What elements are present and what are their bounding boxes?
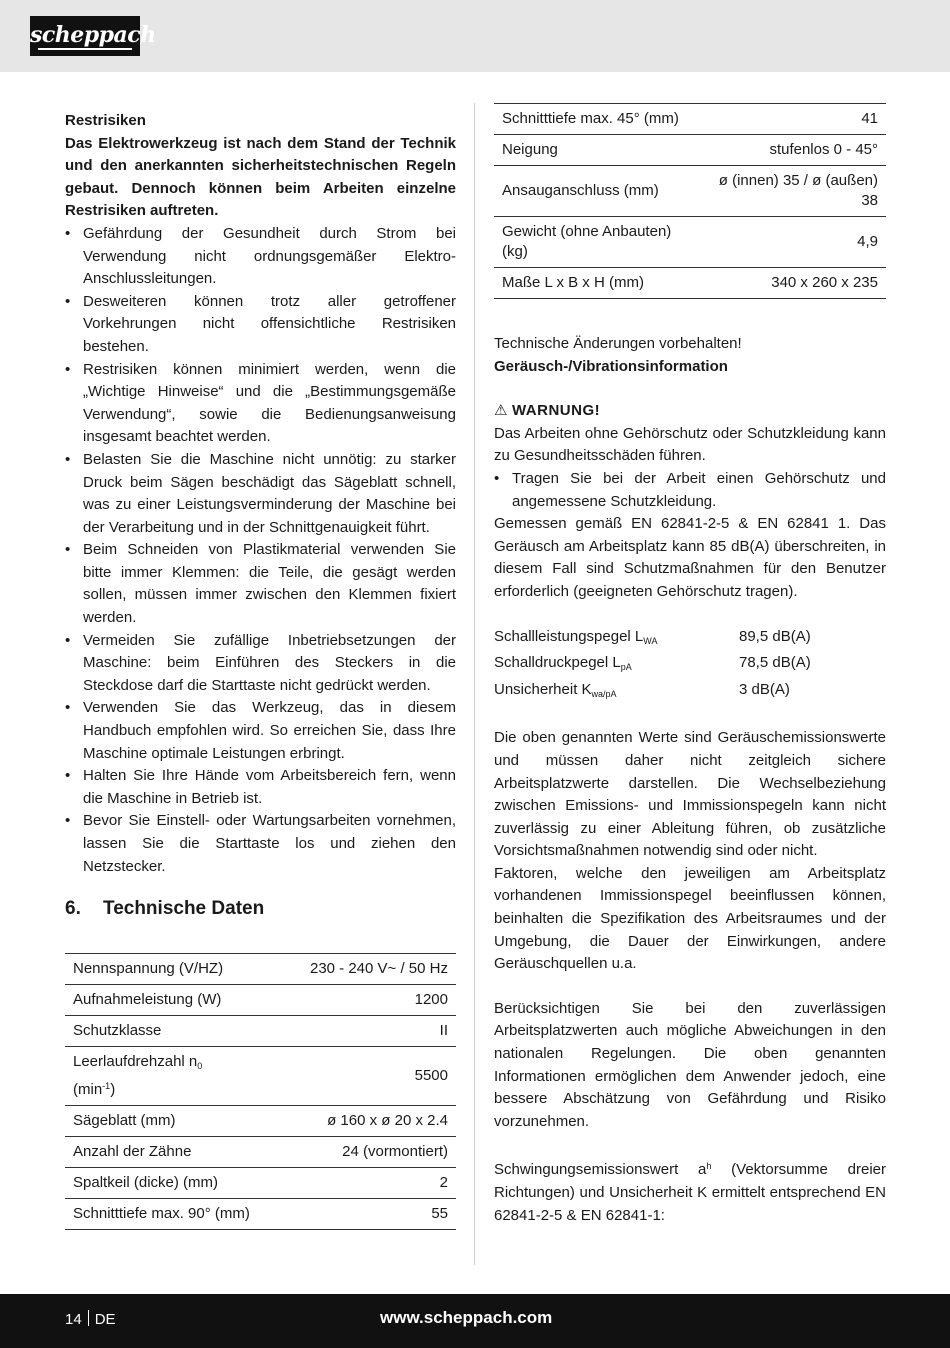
list-item: • Restrisiken können minimiert werden, wenn die „Wichtige Hinweise“ und die „Bestimmungsgemäße Verwendung“, sowie die Bedienungsanweisung insgesamt beachtet werden.	[65, 359, 456, 449]
table-row	[65, 1136, 456, 1167]
spec-label-text: Spaltkeil (dicke) (mm)	[73, 1173, 219, 1191]
spec-label-sup: -1	[102, 1080, 111, 1091]
spec-value: stufenlos 0 - 45°	[701, 135, 886, 166]
noise-value: 78,5 dB(A)	[739, 654, 811, 672]
noise-label-text: Unsicherheit K	[494, 680, 592, 698]
spec-label-text: Neigung	[502, 141, 558, 158]
spec-label-text: Maße L x B x H (mm)	[502, 274, 644, 291]
list-item: • Bevor Sie Einstell- oder Wartungsarbeiten vornehmen, lassen Sie die Starttaste los und ziehen den Netzstecker.	[65, 810, 456, 878]
spec-value: 41	[701, 104, 886, 135]
spec-label	[494, 166, 701, 217]
vibration-text-end: (Vektorsumme dreier Richtungen) und Unsicherheit K ermittelt entsprechend EN 62841-2-5 & EN 62841-1:	[494, 1161, 886, 1224]
right-column	[494, 103, 886, 1227]
spec-label-text: Schnitttiefe max. 45° (mm)	[502, 110, 679, 127]
section-title: Technische Daten	[103, 898, 265, 920]
spec-label-text: Ansauganschluss (mm)	[502, 182, 659, 199]
spec-label	[65, 1046, 282, 1105]
noise-label-sub: WA	[643, 635, 658, 646]
spec-label	[65, 984, 282, 1015]
spec-value: ø (innen) 35 / ø (außen) 38	[701, 166, 886, 217]
spec-value: 230 - 240 V~ / 50 Hz	[282, 953, 456, 984]
language-code: DE	[94, 1311, 116, 1328]
section-heading	[65, 898, 456, 921]
warning-heading	[494, 400, 886, 423]
noise-label-sub: wa/pA	[591, 688, 617, 699]
table-row	[65, 984, 456, 1015]
spec-label	[65, 1015, 282, 1046]
spec-label-text: Leerlaufdrehzahl n	[73, 1052, 198, 1070]
paragraph-emission: Die oben genannten Werte sind Geräuschemissionswerte und müssen daher nicht zeitgleich sichere Arbeitsplatzwerte darstellen. Die Wechselbeziehung zwischen Emissions- und Immissionspegeln kann nicht zuverlässig zu einer Ableitung führen, ob zusätzliche Vorsichtsmaßnahmen notwendig sind oder nicht.	[494, 729, 886, 860]
list-item: • Belasten Sie die Maschine nicht unnötig: zu starker Druck beim Sägen beschädigt das Sägeblatt schnell, was zu einer Leistungsverminderung der Maschine bei der Verarbeitung und in der Schnittgenauigkeit führt.	[65, 449, 456, 539]
spec-value: 24 (vormontiert)	[282, 1136, 456, 1167]
footer-page-info	[65, 1310, 116, 1328]
table-row	[494, 217, 886, 268]
spec-label	[65, 1136, 282, 1167]
spec-label	[494, 268, 701, 299]
noise-label-text: Schalldruckpegel L	[494, 654, 621, 672]
spec-value: 1200	[282, 984, 456, 1015]
spec-value: 4,9	[701, 217, 886, 268]
list-item: • Halten Sie Ihre Hände vom Arbeitsbereich fern, wenn die Maschine in Betrieb ist.	[65, 765, 456, 810]
list-item: • Desweiteren können trotz aller getroffener Vorkehrungen nicht offensichtliche Restrisiken bestehen.	[65, 291, 456, 359]
noise-values	[494, 626, 886, 706]
spec-label-text: Schutzklasse	[73, 1021, 162, 1039]
noise-value: 3 dB(A)	[739, 680, 790, 698]
table-row	[65, 1105, 456, 1136]
spec-table-right	[494, 103, 886, 299]
spec-value: 2	[282, 1167, 456, 1198]
left-column	[65, 110, 456, 1230]
noise-label-sub: pA	[620, 662, 632, 673]
spec-label-text: Sägeblatt (mm)	[73, 1111, 176, 1129]
spec-label	[65, 1198, 282, 1229]
spec-label-sub: 0	[197, 1060, 203, 1071]
noise-label-text: Schallleistungspegel L	[494, 627, 644, 645]
vibration-text-start: Schwingungsemissionswert a	[494, 1161, 707, 1179]
spec-label-text: Schnitttiefe max. 90° (mm)	[73, 1204, 250, 1222]
paragraph-factors: Faktoren, welche den jeweiligen am Arbeitsplatz vorhandenen Immissionspegel beeinflussen können, beinhalten die Spezifikation des Arbeitsraumes und der Umgebung, die Dauer der Einwirkungen, andere Geräuschquellen u.a.	[494, 864, 886, 973]
spec-label	[65, 953, 282, 984]
warning-label: WARNUNG!	[511, 402, 601, 420]
vibration-sup: h	[706, 1161, 712, 1172]
spec-label-text: Gewicht (ohne Anbauten) (kg)	[502, 223, 672, 260]
list-item: • Verwenden Sie das Werkzeug, das in diesem Handbuch empfohlen wird. So erreichen Sie, dass Ihre Maschine optimale Leistungen erbringt.	[65, 697, 456, 765]
risks-list	[65, 223, 456, 878]
logo-underline	[38, 48, 132, 50]
spec-value: ø 160 x ø 20 x 2.4	[282, 1105, 456, 1136]
spec-label	[494, 217, 701, 268]
footer-url[interactable]: www.scheppach.com	[380, 1308, 553, 1327]
list-item: • Tragen Sie bei der Arbeit einen Gehörschutz und angemessene Schutzkleidung.	[494, 468, 886, 513]
spec-label	[65, 1105, 282, 1136]
table-row	[65, 1167, 456, 1198]
spec-label-text: Aufnahmeleistung (W)	[73, 990, 222, 1008]
spec-label-end: )	[110, 1080, 116, 1098]
scheppach-logo	[30, 16, 156, 56]
spec-label-text: Anzahl der Zähne	[73, 1142, 192, 1160]
warning-triangle-icon: ⚠	[494, 402, 508, 420]
measured-text: Gemessen gemäß EN 62841-2-5 & EN 62841 1. Das Geräusch am Arbeitsplatz kann 85 dB(A) überschreiten, in diesem Fall sind Schutzmaßnahmen für den Benutzer erforderlich (geeigneten Gehörschutz tragen).	[494, 515, 886, 600]
warning-list	[494, 468, 886, 513]
footer-separator	[88, 1310, 89, 1326]
table-row	[65, 1198, 456, 1229]
table-row	[494, 135, 886, 166]
table-row	[65, 1015, 456, 1046]
list-item: • Gefährdung der Gesundheit durch Strom bei Verwendung nicht ordnungsgemäßer Elektro-Anschlussleitungen.	[65, 223, 456, 291]
table-row	[494, 104, 886, 135]
header-band	[0, 0, 950, 72]
page-number: 14	[65, 1311, 82, 1328]
paragraph-regulations: Berücksichtigen Sie bei den zuverlässigen Arbeitsplatzwerten auch mögliche Abweichungen in den nationalen Regelungen. Die oben genannten Informationen ermöglichen dem Anwender jedoch, eine bessere Abschätzung von Gefährdung und Risiko vorzunehmen.	[494, 999, 886, 1130]
paragraph-vibration	[494, 1155, 886, 1227]
list-item: • Beim Schneiden von Plastikmaterial verwenden Sie bitte immer Klemmen: die Teile, die gesägt werden sollen, müssen immer zwischen den Klemmen fixiert werden.	[65, 539, 456, 629]
table-row	[65, 1046, 456, 1105]
table-row	[494, 268, 886, 299]
spec-value: 55	[282, 1198, 456, 1229]
risks-title: Restrisiken	[65, 112, 146, 129]
spec-value: 340 x 260 x 235	[701, 268, 886, 299]
spec-value: 5500	[282, 1046, 456, 1105]
spec-table-left	[65, 953, 456, 1230]
footer	[0, 1294, 950, 1348]
spec-label	[494, 104, 701, 135]
section-number: 6.	[65, 898, 81, 920]
column-divider	[474, 103, 475, 1265]
logo-text: scheppach	[30, 22, 156, 48]
spec-label	[65, 1167, 282, 1198]
risks-intro: Das Elektrowerkzeug ist nach dem Stand der Technik und den anerkannten sicherheitstechnischen Regeln gebaut. Dennoch können beim Arbeiten einzelne Restrisiken auftreten.	[65, 134, 456, 220]
noise-label	[494, 679, 739, 706]
spec-label	[494, 135, 701, 166]
noise-value: 89,5 dB(A)	[739, 627, 811, 645]
spec-label-line2: (min	[73, 1080, 103, 1098]
warning-text: Das Arbeiten ohne Gehörschutz oder Schutzkleidung kann zu Gesundheitsschäden führen.	[494, 424, 886, 465]
noise-label	[494, 652, 739, 679]
noise-label	[494, 626, 739, 653]
spec-label-text: Nennspannung (V/HZ)	[73, 959, 224, 977]
spec-value: II	[282, 1015, 456, 1046]
noise-title: Geräusch-/Vibrationsinformation	[494, 357, 728, 375]
list-item: • Vermeiden Sie zufällige Inbetriebsetzungen der Maschine: beim Einführen des Steckers in die Steckdose darf die Starttaste nicht gedrückt werden.	[65, 630, 456, 698]
table-row	[494, 166, 886, 217]
table-row	[65, 953, 456, 984]
changes-note: Technische Änderungen vorbehalten!	[494, 335, 742, 352]
